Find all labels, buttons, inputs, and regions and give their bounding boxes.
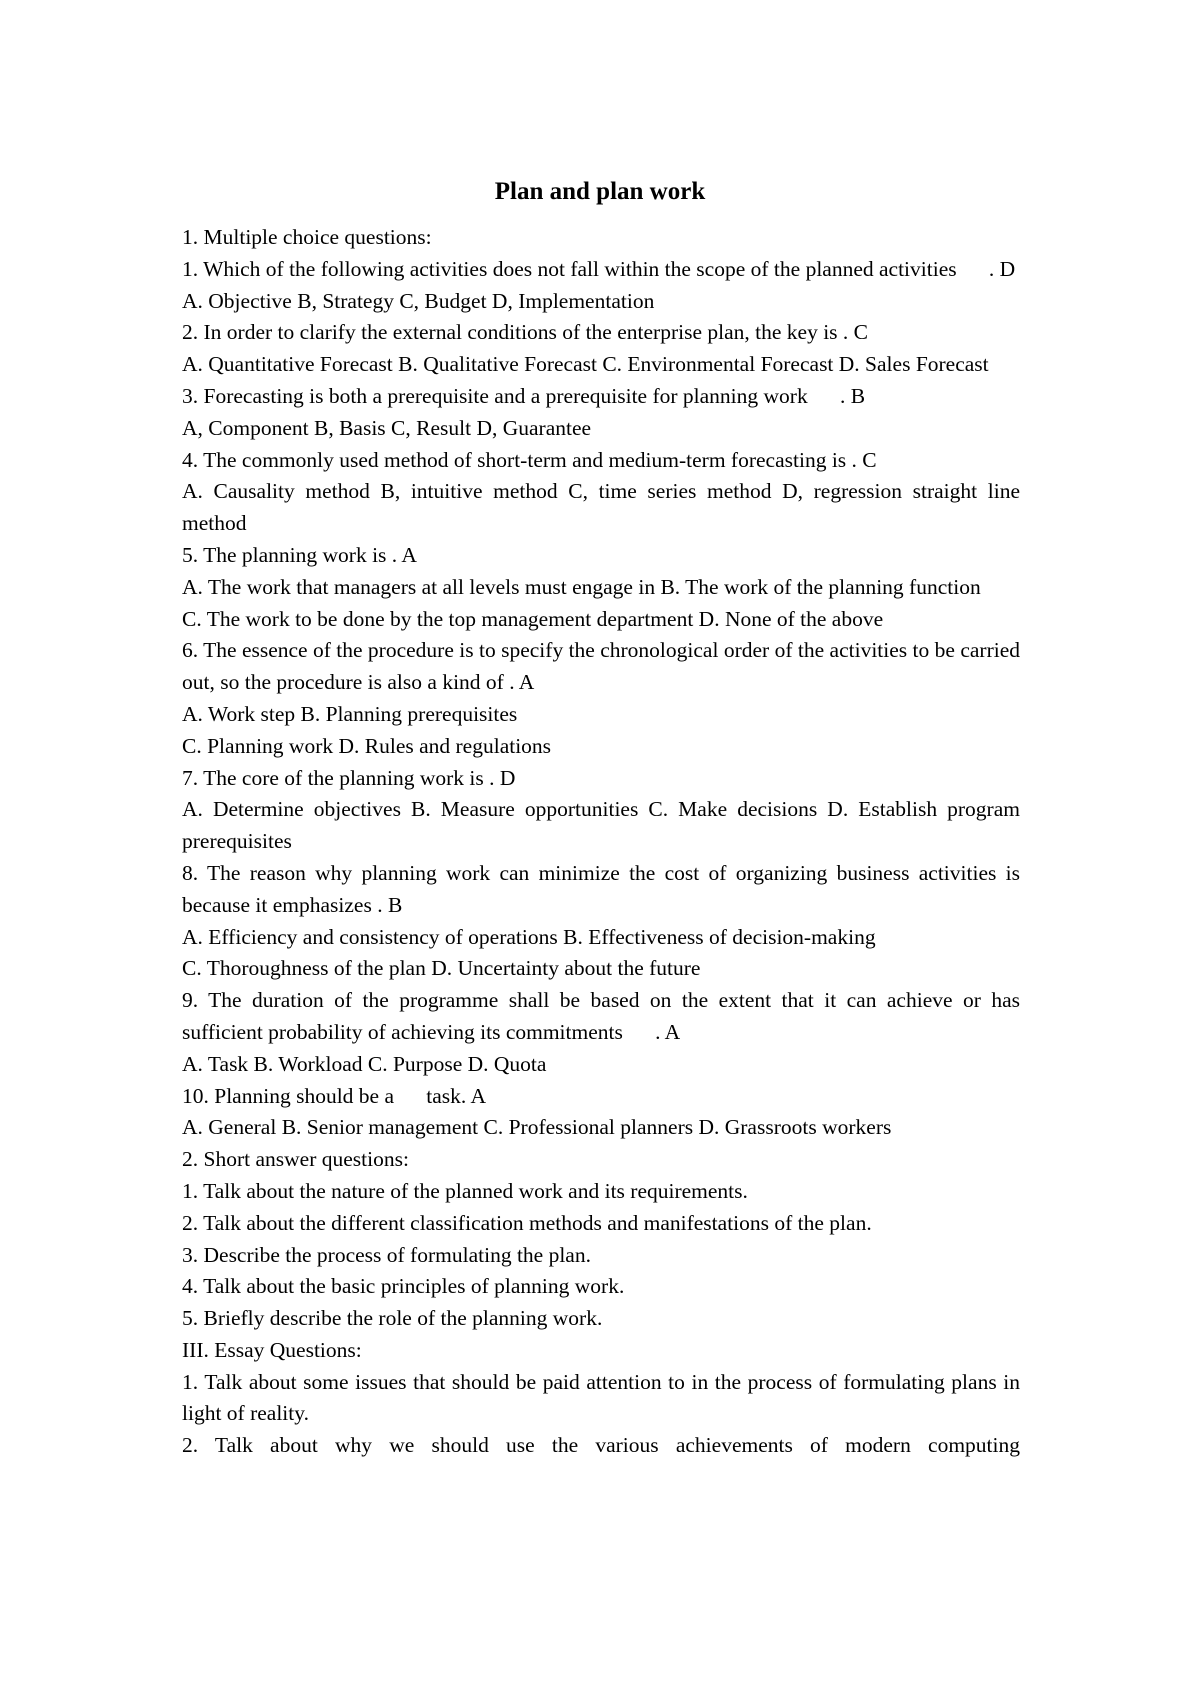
question-6: 6. The essence of the procedure is to specify the chronological order of the activities to be carried out, so the procedure is also a kind of . A <box>182 638 1020 695</box>
section-heading-short-answer: 2. Short answer questions: <box>182 1147 409 1172</box>
question-5-options-ab: A. The work that managers at all levels must engage in B. The work of the planning function <box>182 574 981 599</box>
question-2: 2. In order to clarify the external conditions of the enterprise plan, the key is . C <box>182 320 868 345</box>
short-answer-5: 5. Briefly describe the role of the planning work. <box>182 1306 603 1331</box>
question-7: 7. The core of the planning work is . D <box>182 765 516 790</box>
question-10: 10. Planning should be a task. A <box>182 1083 486 1108</box>
question-6-options-cd: C. Planning work D. Rules and regulations <box>182 733 552 758</box>
essay-question-1: 1. Talk about some issues that should be paid attention to in the process of formulating plans in light of reality. <box>182 1369 1020 1426</box>
question-4: 4. The commonly used method of short-term and medium-term forecasting is . C <box>182 447 877 472</box>
question-8-options-cd: C. Thoroughness of the plan D. Uncertainty about the future <box>182 956 701 981</box>
section-heading-multiple-choice: 1. Multiple choice questions: <box>182 225 432 249</box>
document-body <box>182 222 1020 1462</box>
question-2-options: A. Quantitative Forecast B. Qualitative Forecast C. Environmental Forecast D. Sales Forecast <box>182 352 989 377</box>
question-8: 8. The reason why planning work can minimize the cost of organizing business activities is because it emphasizes . B <box>182 860 1020 917</box>
question-5: 5. The planning work is . A <box>182 542 417 567</box>
short-answer-3: 3. Describe the process of formulating the plan. <box>182 1242 591 1267</box>
question-10-options: A. General B. Senior management C. Professional planners D. Grassroots workers <box>182 1115 892 1140</box>
section-heading-essay: III. Essay Questions: <box>182 1337 362 1362</box>
page-title: Plan and plan work <box>494 178 706 205</box>
short-answer-4: 4. Talk about the basic principles of planning work. <box>182 1274 625 1299</box>
question-9: 9. The duration of the programme shall be based on the extent that it can achieve or has sufficient probability of achieving its commitments . A <box>182 988 1020 1044</box>
short-answer-2: 2. Talk about the different classification methods and manifestations of the plan. <box>182 1210 872 1235</box>
question-6-options-ab: A. Work step B. Planning prerequisites <box>182 701 518 726</box>
question-3-options: A, Component B, Basis C, Result D, Guarantee <box>182 415 592 440</box>
question-8-options-ab: A. Efficiency and consistency of operations B. Effectiveness of decision-making <box>182 924 876 949</box>
question-4-options: A. Causality method B, intuitive method C, time series method D, regression straight line method <box>182 479 1020 536</box>
question-7-options: A. Determine objectives B. Measure opportunities C. Make decisions D. Establish program prerequisites <box>182 797 1020 854</box>
question-5-options-cd: C. The work to be done by the top management department D. None of the above <box>182 606 884 631</box>
short-answer-1: 1. Talk about the nature of the planned work and its requirements. <box>182 1178 748 1203</box>
essay-question-2: 2. Talk about why we should use the various achievements of modern computing <box>182 1433 1020 1458</box>
question-1: 1. Which of the following activities does not fall within the scope of the planned activities . D <box>182 256 1016 281</box>
question-9-options: A. Task B. Workload C. Purpose D. Quota <box>182 1051 547 1076</box>
question-3: 3. Forecasting is both a prerequisite and a prerequisite for planning work . B <box>182 383 866 408</box>
question-1-options: A. Objective B, Strategy C, Budget D, Implementation <box>182 288 655 313</box>
